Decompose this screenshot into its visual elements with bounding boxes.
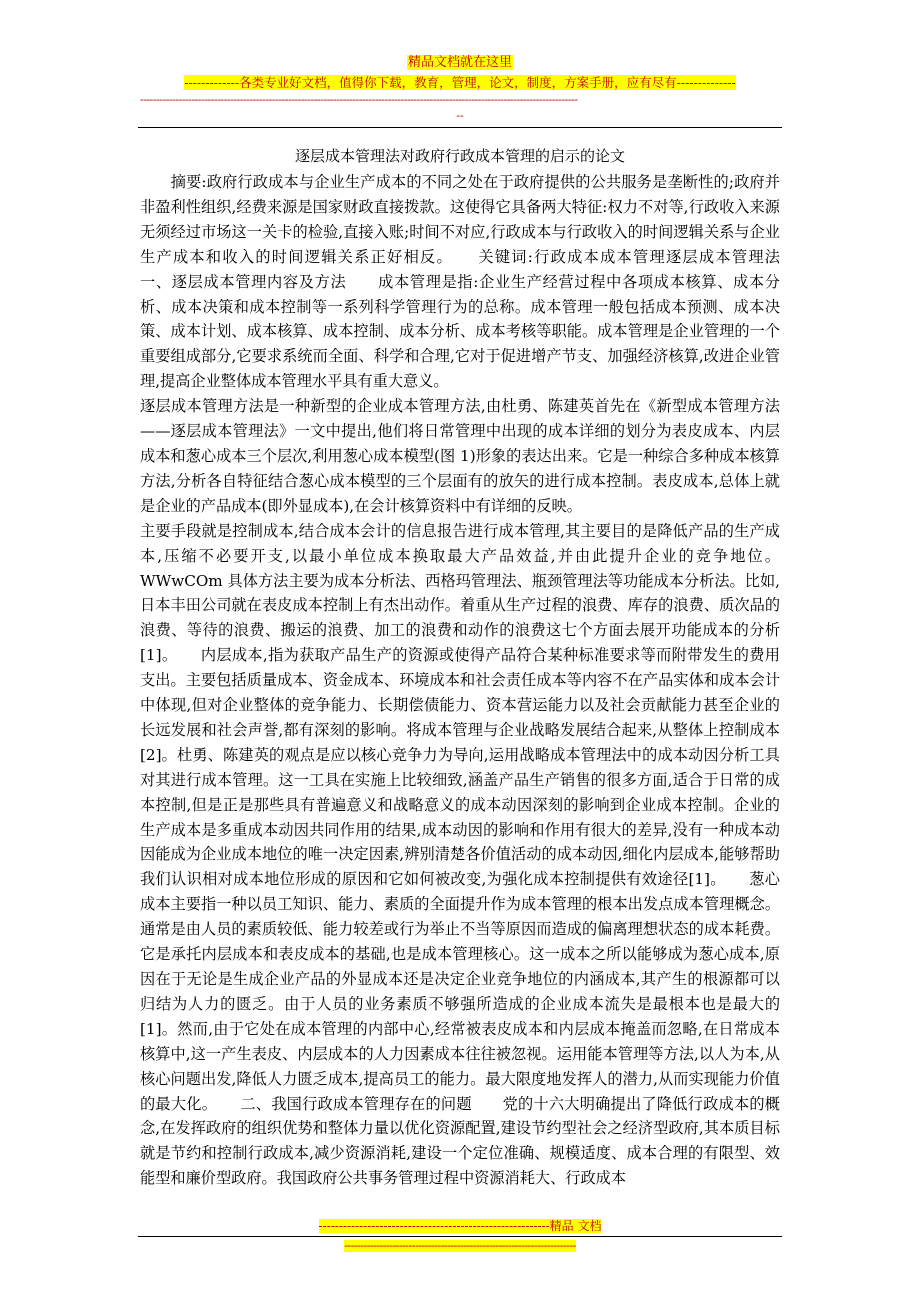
footer-dash-text: ------------------------------------------------------------------------	[344, 1240, 576, 1252]
header-rule	[138, 127, 782, 128]
header-dash-line: ----------------------------------------------------------------------------------------------------------------------------------------	[140, 94, 578, 106]
footer-banner	[300, 1219, 620, 1233]
document-title: 逐层成本管理法对政府行政成本管理的启示的论文	[294, 147, 625, 165]
header-banner-text: 精品文档就在这里	[407, 55, 512, 70]
header-banner-slogan	[140, 75, 780, 91]
header-slogan-text: -------------各类专业好文档，值得你下载，教育，管理，论文，制度，方案手册，应有尽有--------------	[184, 75, 736, 90]
document-body	[140, 170, 826, 1191]
body-paragraph: 主要手段就是控制成本,结合成本会计的信息报告进行成本管理,其主要目的是降低产品的生产成本,压缩不必要开支,以最小单位成本换取最大产品效益,并由此提升企业的竞争地位。WWwCOm 具体方法主要为成本分析法、西格玛管理法、瓶颈管理法等功能成本分析法。比如,日本丰田公司就在表皮成本控制上有杰出动作。着重从生产过程的浪费、库存的浪费、质次品的浪费、等待的浪费、搬运的浪费、加工的浪费和动作的浪费这七个方面去展开功能成本的分析[1]。 内层成本,指为获取产品生产的资源或使得产品符合某种标准要求等而附带发生的费用支出。主要包括质量成本、资金成本、环境成本和社会责任成本等内容不在产品实体和成本会计中体现,但对企业整体的竞争能力、长期偿债能力、资本营运能力以及社会贡献能力甚至企业的长远发展和社会声誉,都有深刻的影响。将成本管理与企业战略发展结合起来,从整体上控制成本[2]。杜勇、陈建英的观点是应以核心竞争力为导向,运用战略成本管理法中的成本动因分析工具对其进行成本管理。这一工具在实施上比较细致,涵盖产品生产销售的很多方面,适合于日常的成本控制,但是正是那些具有普遍意义和战略意义的成本动因深刻的影响到企业成本控制。企业的生产成本是多重成本动因共同作用的结果,成本动因的影响和作用有很大的差异,没有一种成本动因能成为企业成本地位的唯一决定因素,辨别清楚各价值活动的成本动因,细化内层成本,能够帮助我们认识相对成本地位形成的原因和它如何被改变,为强化成本控制提供有效途径[1]。 葱心成本主要指一种以员工知识、能力、素质的全面提升作为成本管理的根本出发点成本管理概念。通常是由人员的素质较低、能力较差或行为举止不当等原因而造成的偏离理想状态的成本耗费。它是承托内层成本和表皮成本的基础,也是成本管理核心。这一成本之所以能够成为葱心成本,原因在于无论是生成企业产品的外显成本还是决定企业竞争地位的内涵成本,其产生的根源都可以归结为人力的匮乏。由于人员的业务素质不够强所造成的企业成本流失是最根本也是最大的[1]。然而,由于它处在成本管理的内部中心,经常被表皮成本和内层成本掩盖而忽略,在日常成本核算中,这一产生表皮、内层成本的人力因素成本往往被忽视。运用能本管理等方法,以人为本,从核心问题出发,降低人力匮乏成本,提高员工的能力。最大限度地发挥人的潜力,从而实现能力价值的最大化。 二、我国行政成本管理存在的问题 党的十六大明确提出了降低行政成本的概念,在发挥政府的组织优势和整体力量以优化资源配置,建设节约型社会之经济型政府,其本质目标就是节约和控制行政成本,减少资源消耗,建设一个定位准确、规模适度、成本合理的有限型、效能型和廉价型政府。我国政府公共事务管理过程中资源消耗大、行政成本	[140, 521, 780, 1188]
footer-dash-line	[300, 1240, 620, 1252]
body-paragraph: 摘要:政府行政成本与企业生产成本的不同之处在于政府提供的公共服务是垄断性的;政府并非盈利性组织,经费来源是国家财政直接拨款。这使得它具备两大特征:权力不对等,行政收入来源无须经过市场这一关卡的检验,直接入账;时间不对应,行政成本与行政收入的时间逻辑关系与企业生产成本和收入的时间逻辑关系正好相反。 关键词:行政成本成本管理逐层成本管理法 一、逐层成本管理内容及方法 成本管理是指:企业生产经营过程中各项成本核算、成本分析、成本决策和成本控制等一系列科学管理行为的总称。成本管理一般包括成本预测、成本决策、成本计划、成本核算、成本控制、成本分析、成本考核等职能。成本管理是企业管理的一个重要组成部分,它要求系统而全面、科学和合理,它对于促进增产节支、加强经济核算,改进企业管理,提高企业整体成本管理水平具有重大意义。	[140, 173, 826, 391]
header-banner-title	[0, 55, 920, 71]
body-paragraph: 逐层成本管理方法是一种新型的企业成本管理方法,由杜勇、陈建英首先在《新型成本管理方法——逐层成本管理法》一文中提出,他们将日常管理中出现的成本详细的划分为表皮成本、内层成本和葱心成本三个层次,利用葱心成本模型(图 1)形象的表达出来。它是一种综合多种成本核算方法,分析各自特征结合葱心成本模型的三个层面有的放矢的进行成本控制。表皮成本,总体上就是企业的产品成本(即外显成本),在会计核算资料中有详细的反映。	[140, 397, 780, 515]
header-dash-line-end: --	[456, 109, 464, 122]
footer-rule	[138, 1236, 782, 1237]
footer-banner-text: ---------------------------------------------------------精品 文档	[318, 1219, 602, 1233]
